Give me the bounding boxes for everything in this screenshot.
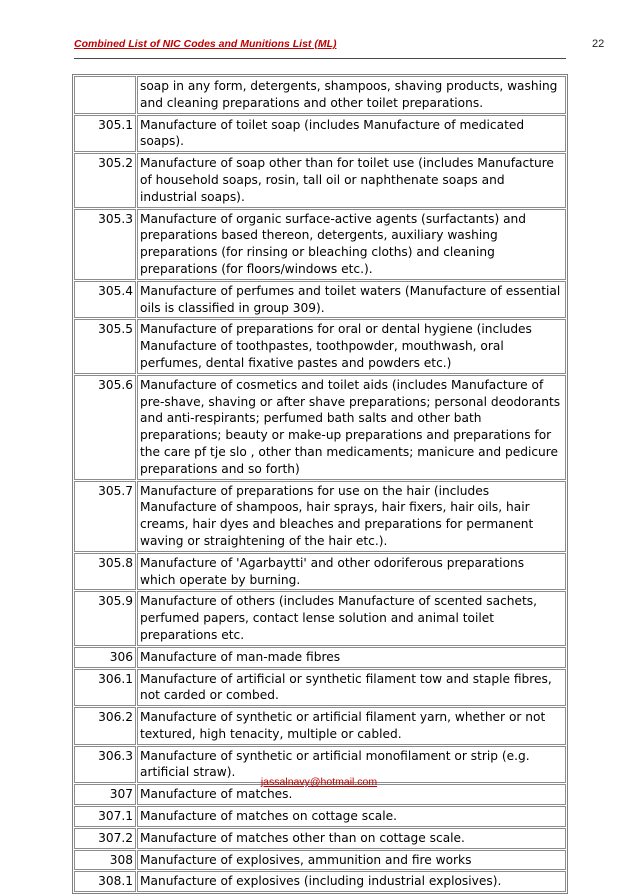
nic-code-table [72,74,568,894]
nic-code-cell: 307.2 [74,828,136,849]
nic-code-cell: 306.2 [74,707,136,745]
nic-description-cell: Manufacture of others (includes Manufacture of scented sachets, perfumed papers, contact lense solution and animal toilet preparations etc. [137,591,566,645]
nic-description-cell: Manufacture of explosives, ammunition and fire works [137,850,566,871]
nic-description-cell: Manufacture of explosives (including industrial explosives). [137,871,566,892]
nic-code-cell: 306 [74,647,136,668]
footer-email-link[interactable]: jassalnavy@hotmail.com [260,776,378,788]
page-number: 22 [592,38,605,50]
nic-description-cell: Manufacture of perfumes and toilet waters (Manufacture of essential oils is classified in group 309). [137,281,566,319]
nic-description-cell: Manufacture of 'Agarbaytti' and other odoriferous preparations which operate by burning. [137,553,566,591]
table-row [74,707,566,745]
nic-description-cell: Manufacture of matches other than on cottage scale. [137,828,566,849]
table-row [74,209,566,280]
table-row [74,281,566,319]
nic-description-cell: Manufacture of toilet soap (includes Manufacture of medicated soaps). [137,115,566,153]
table-row [74,850,566,871]
nic-code-cell: 307.1 [74,806,136,827]
nic-code-cell [74,76,136,114]
nic-description-cell: Manufacture of man-made fibres [137,647,566,668]
nic-code-cell: 305.8 [74,553,136,591]
nic-code-cell: 305.5 [74,319,136,373]
nic-code-cell: 308 [74,850,136,871]
nic-table-body [74,76,566,892]
table-row [74,871,566,892]
nic-description-cell: Manufacture of preparations for oral or dental hygiene (includes Manufacture of toothpastes, toothpowder, mouthwash, oral perfumes, dental fixative pastes and powders etc.) [137,319,566,373]
nic-code-cell: 306.3 [74,746,136,784]
table-row [74,669,566,707]
table-row [74,591,566,645]
table-row [74,647,566,668]
table-row [74,375,566,480]
nic-code-cell: 305.2 [74,153,136,207]
document-header-title: Combined List of NIC Codes and Munitions List (ML) [74,38,337,50]
nic-code-cell: 305.7 [74,481,136,552]
nic-code-cell: 305.1 [74,115,136,153]
nic-description-cell: soap in any form, detergents, shampoos, shaving products, washing and cleaning preparations and other toilet preparations. [137,76,566,114]
nic-code-cell: 305.4 [74,281,136,319]
table-row [74,481,566,552]
nic-code-cell: 305.9 [74,591,136,645]
nic-description-cell: Manufacture of artificial or synthetic filament tow and staple fibres, not carded or combed. [137,669,566,707]
table-row [74,76,566,114]
table-row [74,115,566,153]
nic-code-cell: 308.1 [74,871,136,892]
nic-description-cell: Manufacture of soap other than for toilet use (includes Manufacture of household soaps, rosin, tall oil or naphthenate soaps and industrial soaps). [137,153,566,207]
nic-code-cell: 306.1 [74,669,136,707]
nic-description-cell: Manufacture of preparations for use on the hair (includes Manufacture of shampoos, hair sprays, hair fixers, hair oils, hair creams, hair dyes and bleaches and preparations for permanent waving or straightening of the hair etc.). [137,481,566,552]
nic-description-cell: Manufacture of cosmetics and toilet aids (includes Manufacture of pre-shave, shaving or after shave preparations; personal deodorants and anti-respirants; perfumed bath salts and other bath preparations; beauty or make-up preparations and preparations for the care pf tje slo , other than medicaments; manicure and pedicure preparations and so forth) [137,375,566,480]
table-row [74,806,566,827]
nic-description-cell: Manufacture of synthetic or artificial monofilament or strip (e.g. artificial straw). [137,746,566,784]
nic-code-cell: 307 [74,784,136,805]
header-divider [74,58,566,59]
nic-description-cell: Manufacture of synthetic or artificial filament yarn, whether or not textured, high tenacity, multiple or cabled. [137,707,566,745]
nic-code-cell: 305.6 [74,375,136,480]
nic-code-cell: 305.3 [74,209,136,280]
table-row [74,828,566,849]
nic-description-cell: Manufacture of matches. [137,784,566,805]
table-row [74,153,566,207]
nic-description-cell: Manufacture of matches on cottage scale. [137,806,566,827]
table-row [74,319,566,373]
table-row [74,553,566,591]
page-footer [0,776,638,788]
nic-description-cell: Manufacture of organic surface-active agents (surfactants) and preparations based thereon, detergents, auxiliary washing preparations (for rinsing or bleaching cloths) and cleaning preparations (for floors/windows etc.). [137,209,566,280]
